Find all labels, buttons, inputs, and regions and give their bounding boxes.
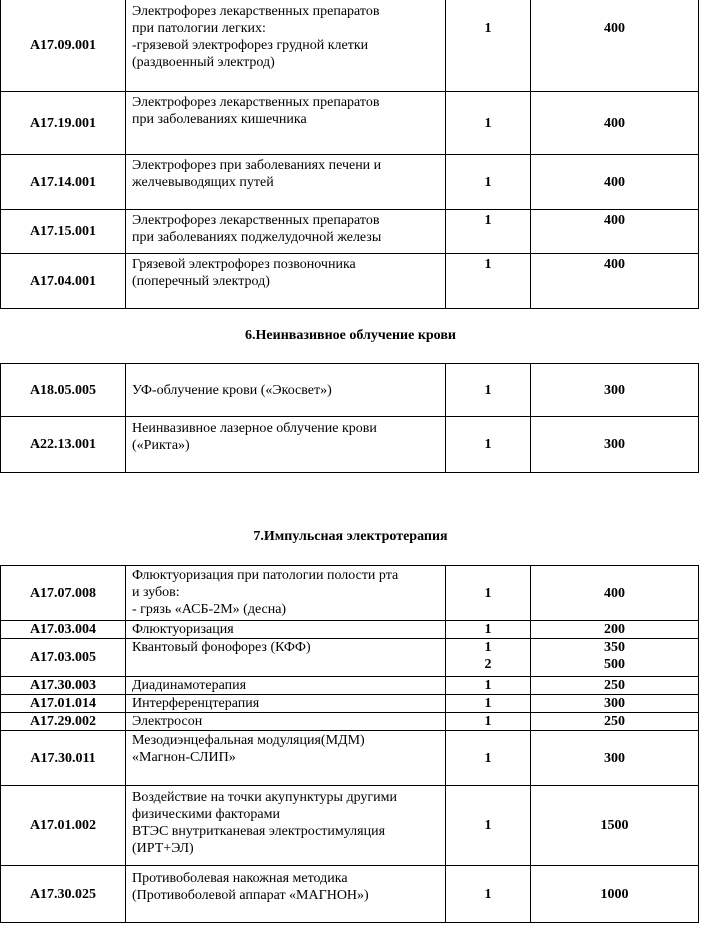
service-code: A17.30.003 bbox=[1, 677, 126, 695]
service-qty: 1 bbox=[446, 786, 531, 866]
table-row bbox=[1, 731, 699, 786]
service-qty: 1 bbox=[484, 640, 492, 655]
table-row bbox=[1, 417, 699, 473]
service-qty: 1 bbox=[446, 0, 531, 92]
service-name: Флюктуоризация bbox=[126, 621, 446, 639]
service-qty: 1 bbox=[446, 417, 531, 473]
service-code: A17.09.001 bbox=[1, 0, 126, 92]
service-price: 400 bbox=[531, 92, 699, 155]
service-price: 500 bbox=[604, 657, 625, 672]
section5-table bbox=[0, 0, 699, 309]
table-row bbox=[1, 866, 699, 923]
service-qty-cell bbox=[446, 639, 531, 677]
service-qty: 1 bbox=[446, 566, 531, 621]
service-qty: 1 bbox=[446, 695, 531, 713]
service-price: 300 bbox=[531, 731, 699, 786]
service-code: A18.05.005 bbox=[1, 364, 126, 417]
table-row bbox=[1, 639, 699, 677]
section7-table bbox=[0, 565, 699, 923]
service-qty: 1 bbox=[446, 731, 531, 786]
service-code: A17.30.011 bbox=[1, 731, 126, 786]
service-price: 400 bbox=[531, 210, 699, 254]
service-qty: 1 bbox=[446, 713, 531, 731]
service-name: Электрофорез лекарственных препаратов при заболеваниях поджелудочной железы bbox=[126, 210, 446, 254]
service-price: 300 bbox=[531, 695, 699, 713]
table-row bbox=[1, 621, 699, 639]
service-qty: 1 bbox=[446, 866, 531, 923]
service-name: Интерференцтерапия bbox=[126, 695, 446, 713]
service-price: 250 bbox=[531, 677, 699, 695]
service-price: 1500 bbox=[531, 786, 699, 866]
section-title: 7.Импульсная электротерапия bbox=[253, 529, 448, 544]
service-qty: 1 bbox=[446, 364, 531, 417]
service-price-cell bbox=[531, 639, 699, 677]
service-price: 400 bbox=[531, 0, 699, 92]
service-qty: 1 bbox=[446, 210, 531, 254]
service-code: A17.07.008 bbox=[1, 566, 126, 621]
table-row bbox=[1, 713, 699, 731]
service-code: A17.01.014 bbox=[1, 695, 126, 713]
service-price: 300 bbox=[531, 364, 699, 417]
section6-table bbox=[0, 363, 699, 473]
table-row bbox=[1, 566, 699, 621]
service-qty: 2 bbox=[484, 657, 492, 672]
service-code: A17.04.001 bbox=[1, 254, 126, 309]
table-row bbox=[1, 677, 699, 695]
service-code: A17.15.001 bbox=[1, 210, 126, 254]
table-row bbox=[1, 0, 699, 92]
service-qty: 1 bbox=[446, 92, 531, 155]
service-price: 200 bbox=[531, 621, 699, 639]
service-code: A17.29.002 bbox=[1, 713, 126, 731]
table-row bbox=[1, 254, 699, 309]
table-row bbox=[1, 695, 699, 713]
service-name: Флюктуоризация при патологии полости рта и зубов: - грязь «АСБ-2М» (десна) bbox=[126, 566, 446, 621]
service-name: Грязевой электрофорез позвоночника (поперечный электрод) bbox=[126, 254, 446, 309]
service-code: A17.03.004 bbox=[1, 621, 126, 639]
table-row bbox=[1, 155, 699, 210]
table-row bbox=[1, 786, 699, 866]
service-qty: 1 bbox=[446, 677, 531, 695]
service-price: 300 bbox=[531, 417, 699, 473]
service-code: A17.14.001 bbox=[1, 155, 126, 210]
service-name: Электросон bbox=[126, 713, 446, 731]
table-row bbox=[1, 92, 699, 155]
service-price: 1000 bbox=[531, 866, 699, 923]
service-code: A17.19.001 bbox=[1, 92, 126, 155]
service-name: УФ-облучение крови («Экосвет») bbox=[126, 364, 446, 417]
section-title: 6.Неинвазивное облучение крови bbox=[245, 328, 456, 343]
service-qty: 1 bbox=[446, 254, 531, 309]
table-row bbox=[1, 210, 699, 254]
service-name: Мезодиэнцефальная модуляция(МДМ) «Магнон-СЛИП» bbox=[126, 731, 446, 786]
service-price: 250 bbox=[531, 713, 699, 731]
service-code: A17.30.025 bbox=[1, 866, 126, 923]
service-name: Неинвазивное лазерное облучение крови («Рикта») bbox=[126, 417, 446, 473]
service-name: Электрофорез при заболеваниях печени и желчевыводящих путей bbox=[126, 155, 446, 210]
service-code: A17.03.005 bbox=[1, 639, 126, 677]
service-name: Диадинамотерапия bbox=[126, 677, 446, 695]
service-price: 350 bbox=[604, 640, 625, 655]
service-name: Электрофорез лекарственных препаратов при патологии легких: -грязевой электрофорез грудной клетки (раздвоенный электрод) bbox=[126, 0, 446, 92]
service-code: A17.01.002 bbox=[1, 786, 126, 866]
service-name: Электрофорез лекарственных препаратов при заболеваниях кишечника bbox=[126, 92, 446, 155]
table-row bbox=[1, 364, 699, 417]
service-name: Квантовый фонофорез (КФФ) bbox=[126, 639, 446, 677]
service-name: Воздействие на точки акупунктуры другими физическими факторами ВТЭС внутритканевая электростимуляция (ИРТ+ЭЛ) bbox=[126, 786, 446, 866]
service-code: A22.13.001 bbox=[1, 417, 126, 473]
service-price: 400 bbox=[531, 566, 699, 621]
service-qty: 1 bbox=[446, 155, 531, 210]
service-price: 400 bbox=[531, 155, 699, 210]
service-name: Противоболевая накожная методика (Противоболевой аппарат «МАГНОН») bbox=[126, 866, 446, 923]
service-qty: 1 bbox=[446, 621, 531, 639]
service-price: 400 bbox=[531, 254, 699, 309]
